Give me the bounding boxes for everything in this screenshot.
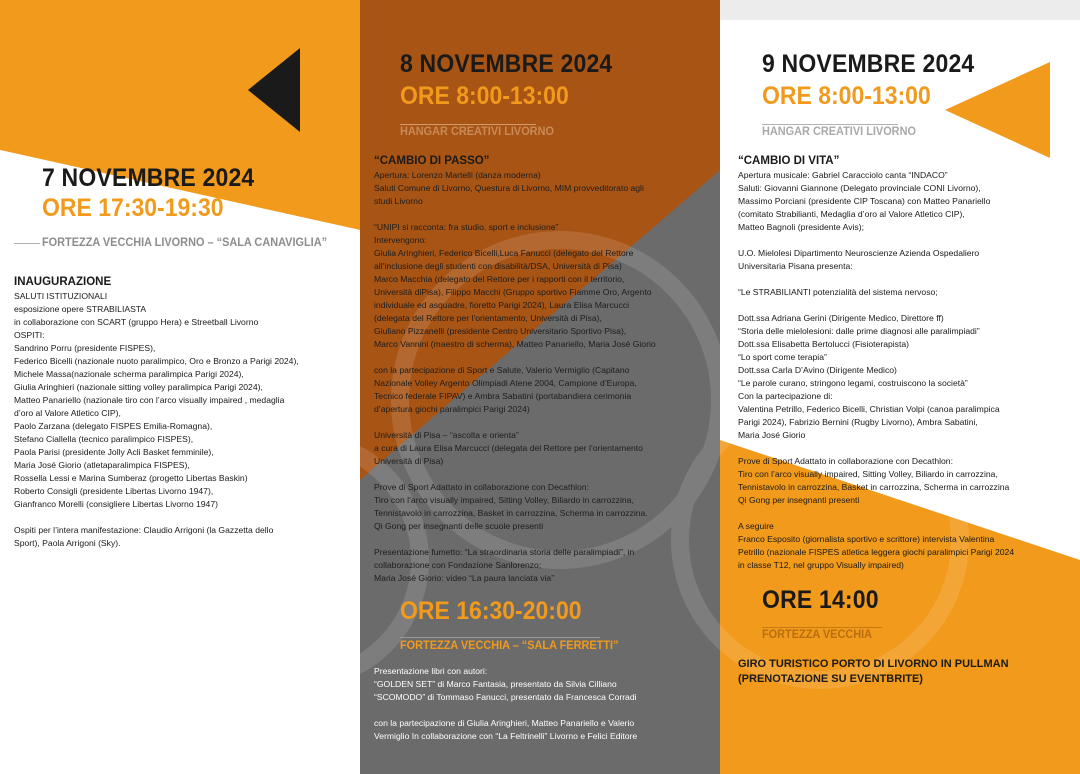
text-line: Gianfranco Morelli (consigliere Libertas Livorno 1947) xyxy=(14,499,218,509)
text-line: A seguire xyxy=(738,521,774,531)
event-details-afternoon xyxy=(374,665,714,743)
text-line: Presentazione fumetto: “La straordinaria storia delle paralimpiadi”, in xyxy=(374,547,635,557)
text-line: Roberto Consigli (presidente Libertas Livorno 1947), xyxy=(14,486,214,496)
venue-rule xyxy=(400,124,536,125)
event-details xyxy=(374,169,714,585)
text-line xyxy=(374,704,714,717)
text-line: Dott.ssa Adriana Gerini (Dirigente Medico, Direttore ff) xyxy=(738,313,944,323)
text-line: Valentina Petrillo, Federico Bicelli, Christian Volpi (canoa paralimpica xyxy=(738,404,1000,414)
venue-rule-afternoon xyxy=(400,637,600,638)
text-line: Con la partecipazione di: xyxy=(738,391,833,401)
section-title: “CAMBIO DI VITA” xyxy=(738,155,840,167)
text-line xyxy=(738,507,1078,520)
text-line: SALUTI ISTITUZIONALI xyxy=(14,291,108,301)
text-line: (delegata del Rettore per l’orientamento, Università di Pisa), xyxy=(374,313,602,323)
text-line: Sandrino Porru (presidente FISPES), xyxy=(14,343,156,353)
text-line: Maria José Giorio (atletaparalimpica FISPES), xyxy=(14,460,190,470)
text-line xyxy=(14,511,354,524)
text-line xyxy=(374,208,714,221)
text-line: Michele Massa(nazionale scherma paralimpica Parigi 2024), xyxy=(14,369,244,379)
text-line: Giuliano Pizzanelli (presidente Centro Universitario Sportivo Pisa), xyxy=(374,326,627,336)
text-line: “Storia delle mielolesioni: dalle prime diagnosi alle paralimpiadi” xyxy=(738,326,980,336)
text-line: collaborazione con Fondazione Sanlorenzo; xyxy=(374,560,542,570)
tour-line-1: GIRO TURISTICO PORTO DI LIVORNO IN PULLMAN xyxy=(738,658,1009,670)
venue-rule xyxy=(14,243,40,244)
text-line: Prove di Sport Adattato in collaborazione con Decathlon: xyxy=(374,482,589,492)
text-line: Apertura: Lorenzo Martelli (danza moderna) xyxy=(374,170,541,180)
venue-label: HANGAR CREATIVI LIVORNO xyxy=(762,126,916,138)
text-line: Nazionale Volley Argento Olimpiadi Atene 2004, Campione d’Europa, xyxy=(374,378,637,388)
text-line: Marco Vannini (maestro di scherma), Matteo Panariello, Maria José Giorio xyxy=(374,339,656,349)
text-line: Vermiglio In collaborazione con “La Feltrinelli” Livorno e Felici Editore xyxy=(374,731,638,741)
text-line xyxy=(738,234,1078,247)
text-line: Università diPisa), Filippo Macchi (Gruppo sportivo Fiamme Oro, Argento xyxy=(374,287,652,297)
text-line: Matteo Panariello (nazionale tiro con l’arco visually impaired , medaglia xyxy=(14,395,285,405)
text-line xyxy=(738,442,1078,455)
text-line: Presentazione libri con autori: xyxy=(374,666,488,676)
section-title: INAUGURAZIONE xyxy=(14,276,112,288)
text-line: Universitaria Pisana presenta: xyxy=(738,261,853,271)
text-line: con la partecipazione di Giulia Aringhieri, Matteo Panariello e Valerio xyxy=(374,718,635,728)
text-line: Dott.ssa Carla D’Avino (Dirigente Medico) xyxy=(738,365,897,375)
time-heading-afternoon: ORE 16:30-20:00 xyxy=(400,597,582,625)
time-heading: ORE 8:00-13:00 xyxy=(762,82,931,110)
text-line: U.O. Mielolesi Dipartimento Neuroscienze Azienda Ospedaliero xyxy=(738,248,980,258)
text-line: con la partecipazione di Sport e Salute, Valerio Vermiglio (Capitano xyxy=(374,365,630,375)
text-line: in classe T12, nel gruppo Visually impaired) xyxy=(738,560,904,570)
text-line: Rossella Lessi e Marina Sumberaz (progetto Libertas Baskin) xyxy=(14,473,248,483)
text-line: “GOLDEN SET” di Marco Fantasia, presentato da Silvia Cilliano xyxy=(374,679,617,689)
text-line: Università di Pisa) xyxy=(374,456,444,466)
text-line: Qi Gong per insegnanti presenti xyxy=(738,495,860,505)
text-line: Apertura musicale: Gabriel Caracciolo canta “INDACO” xyxy=(738,170,948,180)
text-line: Saluti: Giovanni Giannone (Delegato provinciale CONI Livorno), xyxy=(738,183,981,193)
text-line: Federico Bicelli (nazionale nuoto paralimpico, Oro e Bronzo a Parigi 2024), xyxy=(14,356,299,366)
event-details xyxy=(738,169,1078,572)
column-nov-7 xyxy=(0,0,360,774)
date-heading: 8 NOVEMBRE 2024 xyxy=(400,50,613,78)
text-line: Tennistavolo in carrozzina, Basket in carrozzina, Scherma in carrozzina. xyxy=(374,508,648,518)
text-line: Petrillo (nazionale FISPES atletica leggera giochi paralimpici Parigi 2024 xyxy=(738,547,1015,557)
text-line: Parigi 2024), Fabrizio Bernini (Rugby Livorno), Ambra Sabatini, xyxy=(738,417,978,427)
text-line: Tiro con l’arco visually impaired, Sitting Volley, Biliardo in carrozzina, xyxy=(738,469,998,479)
venue-rule xyxy=(762,124,898,125)
text-line: OSPITI: xyxy=(14,330,45,340)
text-line: Intervengono: xyxy=(374,235,427,245)
text-line xyxy=(374,416,714,429)
text-line: Saluti Comune di Livorno, Questura di Livorno, MIM provveditorato agli xyxy=(374,183,644,193)
text-line: Marco Macchia (delegato del Rettore per i rapporti con il territorio, xyxy=(374,274,625,284)
text-line: Franco Esposito (giornalista sportivo e scrittore) intervista Valentina xyxy=(738,534,995,544)
text-line: “Le parole curano, stringono legami, costruiscono la società” xyxy=(738,378,968,388)
text-line: Maria José Giorio xyxy=(738,430,806,440)
text-line: individuale ed asquadre, fioretto Parigi 2024), Laura Elisa Marcucci xyxy=(374,300,630,310)
text-line: a cura di Laura Elisa Marcucci (delegata del Rettore per l’orientamento xyxy=(374,443,643,453)
text-line: Tecnico federale FIPAV) e Ambra Sabatini (portabandiera cerimonia xyxy=(374,391,632,401)
text-line: “Lo sport come terapia” xyxy=(738,352,827,362)
venue-label-afternoon: FORTEZZA VECCHIA xyxy=(762,629,873,641)
text-line: Tiro con l’arco visually impaired, Sitting Volley, Biliardo in carrozzina, xyxy=(374,495,634,505)
text-line: Prove di Sport Adattato in collaborazione con Decathlon: xyxy=(738,456,953,466)
text-line: “SCOMODO” di Tommaso Fanucci, presentato da Francesca Corradi xyxy=(374,692,637,702)
time-heading-afternoon: ORE 14:00 xyxy=(762,586,879,614)
event-details xyxy=(14,290,354,550)
column-nov-9 xyxy=(720,0,1080,774)
text-line: esposizione opere STRABILIASTA xyxy=(14,304,147,314)
text-line: Tennistavolo in carrozzina, Basket in carrozzina, Scherma in carrozzina xyxy=(738,482,1010,492)
text-line: “Le STRABILIANTI potenzialità del sistema nervoso; xyxy=(738,287,938,297)
column-nov-8 xyxy=(360,0,720,774)
time-heading: ORE 8:00-13:00 xyxy=(400,82,569,110)
text-line: Massimo Porciani (presidente CIP Toscana) con Matteo Panariello xyxy=(738,196,991,206)
text-line: d’apertura giochi paralimpici Parigi 2024) xyxy=(374,404,530,414)
text-line xyxy=(374,533,714,546)
text-line: all’inclusione degli studenti con disabilità/DSA, Università di Pisa) xyxy=(374,261,622,271)
text-line: studi Livorno xyxy=(374,196,423,206)
text-line: Qi Gong per insegnanti delle scuole presenti xyxy=(374,521,544,531)
text-line: Ospiti per l’intera manifestazione: Claudio Arrigoni (la Gazzetta dello xyxy=(14,525,274,535)
venue-rule-afternoon xyxy=(762,627,882,628)
venue-label-afternoon: FORTEZZA VECCHIA – “SALA FERRETTI” xyxy=(400,640,619,652)
text-line: Paolo Zarzana (delegato FISPES Emilia-Romagna), xyxy=(14,421,213,431)
text-line: Stefano Ciallella (tecnico paralimpico FISPES), xyxy=(14,434,194,444)
text-line: Maria José Giorio: video “La paura lanciata via” xyxy=(374,573,555,583)
tour-line-2: (PRENOTAZIONE SU EVENTBRITE) xyxy=(738,673,923,685)
text-line: in collaborazione con SCART (gruppo Hera) e Streetball Livorno xyxy=(14,317,259,327)
text-line: Sport), Paola Arrigoni (Sky). xyxy=(14,538,121,548)
text-line: Giulia Aringhieri (nazionale sitting volley paralimpica Parigi 2024), xyxy=(14,382,263,392)
section-title: “CAMBIO DI PASSO” xyxy=(374,155,490,167)
venue-label: HANGAR CREATIVI LIVORNO xyxy=(400,126,554,138)
text-line: Giulia Aringhieri, Federico Bicelli,Luca Fanucci (delegato del Rettore xyxy=(374,248,634,258)
date-heading: 9 NOVEMBRE 2024 xyxy=(762,50,975,78)
text-line: d’oro al Valore Atletico CIP), xyxy=(14,408,121,418)
time-heading: ORE 17:30-19:30 xyxy=(42,194,224,222)
text-line: Paola Parisi (presidente Jolly Acli Basket femminile), xyxy=(14,447,214,457)
date-heading: 7 NOVEMBRE 2024 xyxy=(42,164,255,192)
text-line xyxy=(738,273,1078,286)
venue-label: FORTEZZA VECCHIA LIVORNO – “SALA CANAVIGLIA” xyxy=(42,237,328,249)
text-line: Dott.ssa Elisabetta Bertolucci (Fisioterapista) xyxy=(738,339,909,349)
text-line: Matteo Bagnoli (presidente Avis); xyxy=(738,222,864,232)
text-line xyxy=(738,299,1078,312)
text-line: “UNIPI si racconta: fra studio, sport e inclusione” xyxy=(374,222,559,232)
text-line xyxy=(374,351,714,364)
text-line: (comitato Strabilianti, Medaglia d’oro al Valore Atletico CIP), xyxy=(738,209,965,219)
text-line xyxy=(374,468,714,481)
text-line: Università di Pisa – “ascolta e orienta” xyxy=(374,430,519,440)
